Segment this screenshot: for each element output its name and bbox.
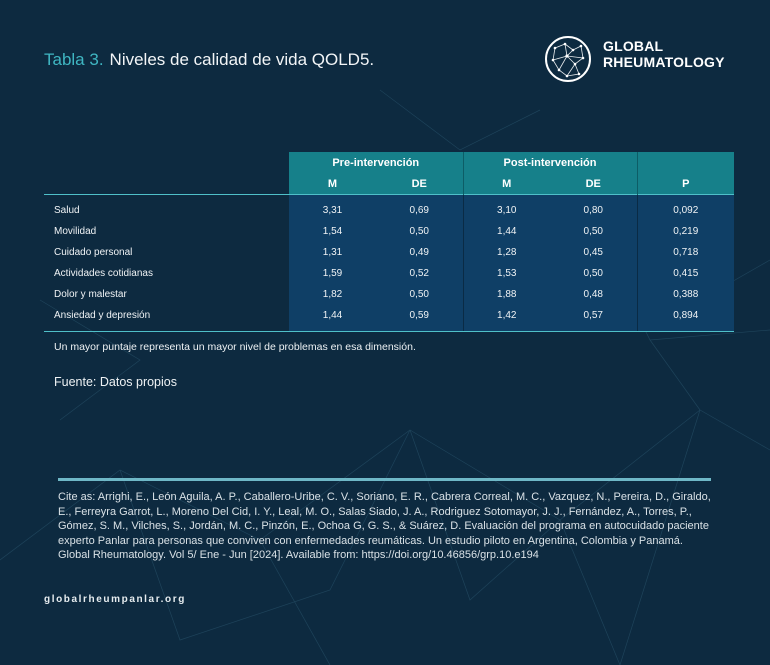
cell-pre-m: 1,54 — [289, 221, 376, 242]
cell-pre-de: 0,50 — [376, 221, 463, 242]
row-label: Movilidad — [54, 226, 97, 237]
header-pre-de: DE — [376, 173, 463, 195]
cell-post-m: 1,42 — [463, 305, 550, 332]
table-title — [44, 50, 374, 70]
table-row — [44, 242, 734, 263]
cell-post-de: 0,45 — [550, 242, 637, 263]
row-label: Salud — [44, 195, 289, 222]
source-text: Fuente: Datos propios — [54, 375, 177, 389]
table-title-text: Niveles de calidad de vida QOLD5. — [109, 50, 375, 69]
cell-post-m: 1,88 — [463, 284, 550, 305]
row-label: Cuidado personal — [54, 247, 133, 258]
cell-post-de: 0,80 — [550, 195, 637, 222]
cell-p: 0,388 — [637, 284, 734, 305]
qold5-table — [44, 152, 734, 332]
cell-pre-m: 1,31 — [289, 242, 376, 263]
cell-p: 0,894 — [637, 305, 734, 332]
cell-post-de: 0,50 — [550, 221, 637, 242]
cell-post-de: 0,48 — [550, 284, 637, 305]
table-note: Un mayor puntaje representa un mayor nivel de problemas en esa dimensión. — [54, 341, 416, 353]
table-number: Tabla 3. — [44, 50, 104, 69]
cell-pre-de: 0,69 — [376, 195, 463, 222]
cell-p: 0,718 — [637, 242, 734, 263]
cell-post-de: 0,57 — [550, 305, 637, 332]
table-header-group-row — [44, 152, 734, 173]
row-label: Dolor y malestar — [54, 289, 127, 300]
footer-website: globalrheumpanlar.org — [44, 594, 186, 605]
header-post-de: DE — [550, 173, 637, 195]
cell-pre-m: 3,31 — [289, 195, 376, 222]
cell-pre-m: 1,82 — [289, 284, 376, 305]
cell-pre-m: 1,59 — [289, 263, 376, 284]
citation-text: Cite as: Arrighi, E., León Aguila, A. P., Caballero-Uribe, C. V., Soriano, E. R., Cabrera Correal, M. C., Vazquez, N., Pereira, D., Giraldo, E., Ferreyra Garrot, L., Moreno Del Cid, I. Y., Leal, M. O., Salas Siado, J. A., Rodriguez Sotomayor, J. J., Fernández, A., Torres, P., Gómez, S. M., Vilches, S., Jordán, M. C., Pinzón, E., Ochoa G, G. S., & Suárez, D. Evaluación del programa en autocuidado paciente experto Panlar para personas que conviven con enfermedades reumáticas. Un estudio piloto en Argentina, Colombia y Panamá. Global Rheumatology. Vol 5/ Ene - Jun [2024]. Available from: https://doi.org/10.46856/grp.10.e194 — [58, 491, 711, 561]
table-header-column-row — [44, 173, 734, 195]
logo-line-global: GLOBAL — [603, 38, 664, 54]
table-row — [44, 263, 734, 284]
cell-post-m: 3,10 — [463, 195, 550, 222]
cell-post-de: 0,50 — [550, 263, 637, 284]
table-row — [44, 221, 734, 242]
divider-line — [58, 478, 711, 481]
logo-line-rheumatology: RHEUMATOLOGY — [603, 54, 725, 70]
global-rheumatology-logo — [543, 34, 733, 84]
cell-post-m: 1,44 — [463, 221, 550, 242]
cell-p: 0,092 — [637, 195, 734, 222]
cell-p: 0,415 — [637, 263, 734, 284]
table-row — [44, 305, 734, 332]
header-p: P — [637, 173, 734, 195]
cell-post-m: 1,28 — [463, 242, 550, 263]
header-p-top — [637, 152, 734, 173]
table-row — [44, 195, 734, 222]
cell-pre-de: 0,52 — [376, 263, 463, 284]
cell-p: 0,219 — [637, 221, 734, 242]
header-pre-intervention: Pre-intervención — [289, 152, 463, 173]
header-empty-cell — [44, 173, 289, 195]
table-row — [44, 284, 734, 305]
header-post-intervention: Post-intervención — [463, 152, 637, 173]
cell-post-m: 1,53 — [463, 263, 550, 284]
header-empty-cell — [44, 152, 289, 173]
cell-pre-de: 0,50 — [376, 284, 463, 305]
cell-pre-de: 0,49 — [376, 242, 463, 263]
header-post-m: M — [463, 173, 550, 195]
globe-network-icon — [543, 34, 593, 84]
logo-wordmark — [603, 38, 725, 70]
cell-pre-m: 1,44 — [289, 305, 376, 332]
header-pre-m: M — [289, 173, 376, 195]
row-label: Actividades cotidianas — [54, 268, 153, 279]
qold5-table-container — [44, 152, 734, 332]
row-label: Ansiedad y depresión — [44, 305, 289, 332]
cell-pre-de: 0,59 — [376, 305, 463, 332]
